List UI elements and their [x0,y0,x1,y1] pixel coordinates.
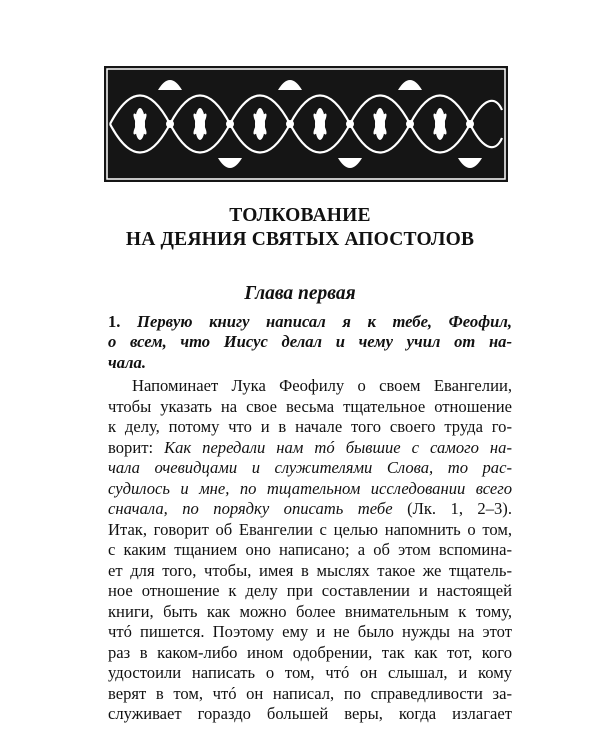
body-line: сначала, по порядку описать тебе (Лк. 1, 2–3). [108,499,512,518]
body-line: Напоминает Лука Феофилу о своем Евангелии, [132,376,512,395]
page-title [0,204,600,252]
body-line: книги, быть как можно более внимательным к тому, [108,601,512,621]
commentary-body [108,376,512,725]
decorative-ornament-band [104,66,508,182]
body-line: с каким тщанием оно написано; а об этом вспомина- [108,540,512,559]
body-line: ворит: Как передали нам тó бывшие с самого на- [108,437,512,457]
body-line: чтобы указать на свое весьма тщательное отношение [108,396,512,416]
verse-line-2: о всем, что Иисус делал и чему учил от на- [108,332,512,352]
body-line: чала очевидцами и служителями Слова, то рас- [108,458,512,477]
title-line-1: ТОЛКОВАНИЕ [229,205,371,226]
body-line: служивает гораздо большей веры, когда излагает [108,704,512,723]
body-line: к делу, потому что и в начале того своего труда го- [108,417,512,436]
body-line: судилось и мне, по тщательном исследовании всего [108,478,512,498]
ornament-pattern-icon [104,66,508,182]
body-line: чтó пишется. Поэтому ему и не было нужды на этот [108,622,512,641]
verse-line-3: чала. [108,352,146,372]
body-line: верят в том, чтó он написал, по справедливости за- [108,683,512,703]
body-line: раз в каком-либо ином одобрении, так как тот, кого [108,642,512,662]
body-line: Итак, говорит об Евангелии с целью напомнить о том, [108,519,512,539]
title-line-2: НА ДЕЯНИЯ СВЯТЫХ АПОСТОЛОВ [125,229,475,250]
verse-line-1: 1. Первую книгу написал я к тебе, Феофил, [108,312,512,331]
chapter-heading: Глава первая [244,283,356,304]
verse-block [108,312,512,373]
body-line: ет для того, чтобы, имея в мыслях такое же тщатель- [108,560,512,580]
verse-number: 1. [108,312,121,331]
body-line: удостоили написать о том, чтó он слышал, и кому [108,663,512,682]
body-line: ное отношение к делу при составлении и настоящей [108,581,512,600]
